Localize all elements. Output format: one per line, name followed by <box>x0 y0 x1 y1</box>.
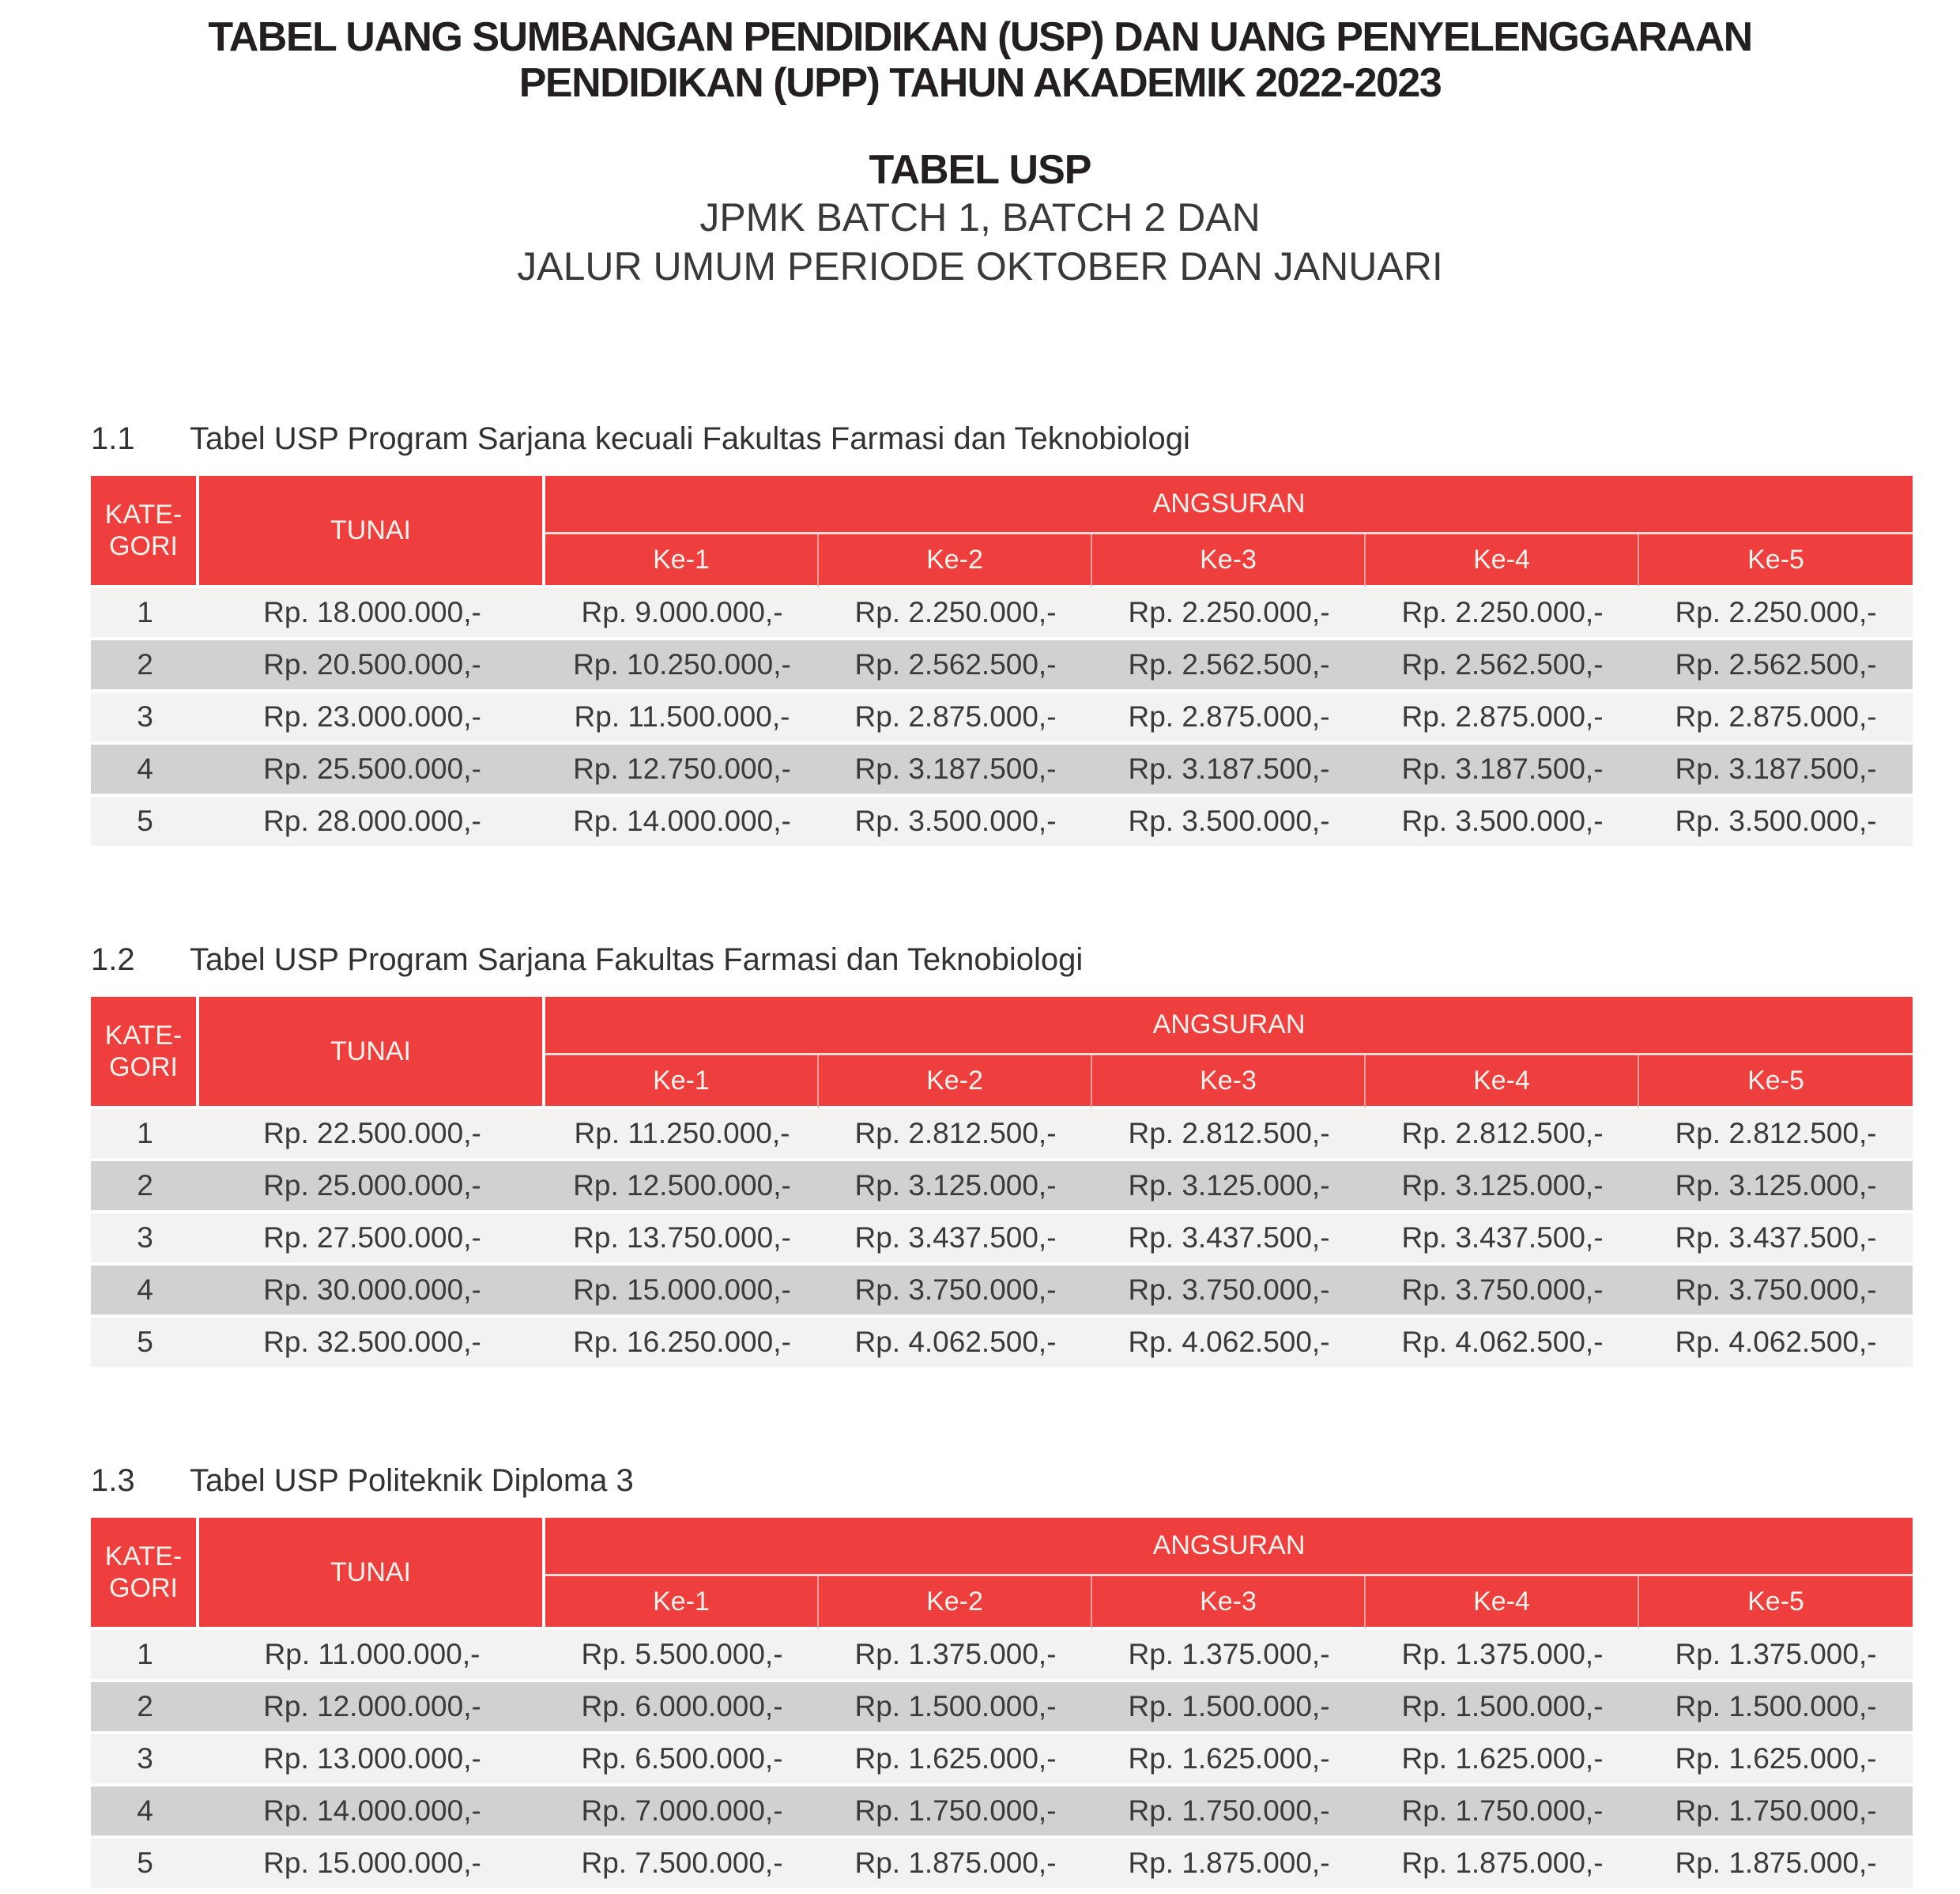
category-cell: 2 <box>91 1682 199 1734</box>
page-title <box>0 14 1960 106</box>
category-column-header <box>91 997 199 1109</box>
cash-amount-cell: Rp. 22.500.000,- <box>199 1109 545 1161</box>
installment-amount-cell: Rp. 12.750.000,- <box>545 745 819 797</box>
installment-amount-cell: Rp. 3.750.000,- <box>1366 1266 1639 1318</box>
installment-amount-cell: Rp. 3.500.000,- <box>1366 797 1639 849</box>
table-row <box>91 1318 1913 1370</box>
table-row <box>91 588 1913 640</box>
installment-amount-cell: Rp. 1.875.000,- <box>819 1839 1092 1891</box>
installment-amount-cell: Rp. 1.750.000,- <box>1639 1786 1913 1839</box>
installment-amount-cell: Rp. 2.562.500,- <box>819 640 1092 692</box>
section-number: 1.1 <box>91 421 135 456</box>
table-row <box>91 797 1913 849</box>
section-number: 1.2 <box>91 942 135 977</box>
table-header <box>91 997 1913 1109</box>
installment-amount-cell: Rp. 4.062.500,- <box>1639 1318 1913 1370</box>
table-row <box>91 1266 1913 1318</box>
cash-amount-cell: Rp. 11.000.000,- <box>199 1630 545 1682</box>
installment-amount-cell: Rp. 2.875.000,- <box>1366 692 1639 745</box>
installment-4-header: Ke-4 <box>1366 534 1639 588</box>
section-heading <box>91 1463 1913 1499</box>
installment-amount-cell: Rp. 2.250.000,- <box>819 588 1092 640</box>
installment-amount-cell: Rp. 3.437.500,- <box>1639 1213 1913 1266</box>
category-header-line1: KATE- <box>104 1541 183 1571</box>
installment-amount-cell: Rp. 14.000.000,- <box>545 797 819 849</box>
installment-amount-cell: Rp. 1.750.000,- <box>1366 1786 1639 1839</box>
installment-4-header: Ke-4 <box>1366 1055 1639 1109</box>
installment-amount-cell: Rp. 16.250.000,- <box>545 1318 819 1370</box>
table-row <box>91 1734 1913 1786</box>
installment-amount-cell: Rp. 2.562.500,- <box>1366 640 1639 692</box>
installment-amount-cell: Rp. 9.000.000,- <box>545 588 819 640</box>
table-body <box>91 588 1913 849</box>
section-heading <box>91 421 1913 457</box>
installment-amount-cell: Rp. 2.875.000,- <box>1092 692 1366 745</box>
category-cell: 3 <box>91 1734 199 1786</box>
installment-1-header: Ke-1 <box>545 1576 819 1630</box>
table-header <box>91 476 1913 588</box>
installment-group-header: ANGSURAN <box>545 1518 1913 1576</box>
installment-amount-cell: Rp. 3.750.000,- <box>1639 1266 1913 1318</box>
category-cell: 4 <box>91 1266 199 1318</box>
installment-2-header: Ke-2 <box>819 1055 1092 1109</box>
document-header <box>0 0 1960 291</box>
installment-amount-cell: Rp. 10.250.000,- <box>545 640 819 692</box>
category-cell: 2 <box>91 1161 199 1213</box>
installment-amount-cell: Rp. 1.750.000,- <box>819 1786 1092 1839</box>
installment-1-header: Ke-1 <box>545 1055 819 1109</box>
table-row <box>91 692 1913 745</box>
installment-amount-cell: Rp. 1.500.000,- <box>819 1682 1092 1734</box>
category-cell: 4 <box>91 1786 199 1839</box>
installment-amount-cell: Rp. 3.500.000,- <box>819 797 1092 849</box>
installment-3-header: Ke-3 <box>1092 1576 1366 1630</box>
category-cell: 1 <box>91 588 199 640</box>
usp-politeknik-table <box>91 1518 1913 1891</box>
category-cell: 4 <box>91 745 199 797</box>
category-cell: 5 <box>91 1318 199 1370</box>
category-cell: 5 <box>91 797 199 849</box>
cash-column-header: TUNAI <box>199 1518 545 1630</box>
table-row <box>91 1786 1913 1839</box>
table-header <box>91 1518 1913 1630</box>
category-column-header <box>91 476 199 588</box>
installment-3-header: Ke-3 <box>1092 1055 1366 1109</box>
installment-amount-cell: Rp. 3.437.500,- <box>1092 1213 1366 1266</box>
table-row <box>91 640 1913 692</box>
subtitle-line1: JPMK BATCH 1, BATCH 2 DAN <box>699 195 1261 240</box>
cash-amount-cell: Rp. 27.500.000,- <box>199 1213 545 1266</box>
installment-amount-cell: Rp. 1.375.000,- <box>1366 1630 1639 1682</box>
section-usp-farmasi <box>91 942 1913 1370</box>
page-title-line1: TABEL UANG SUMBANGAN PENDIDIKAN (USP) DAN UANG PENYELENGGARAAN <box>208 14 1752 60</box>
cash-amount-cell: Rp. 25.500.000,- <box>199 745 545 797</box>
installment-amount-cell: Rp. 7.500.000,- <box>545 1839 819 1891</box>
usp-sarjana-table <box>91 476 1913 849</box>
category-cell: 1 <box>91 1109 199 1161</box>
installment-amount-cell: Rp. 3.187.500,- <box>1639 745 1913 797</box>
installment-amount-cell: Rp. 4.062.500,- <box>819 1318 1092 1370</box>
installment-group-header: ANGSURAN <box>545 997 1913 1055</box>
installment-amount-cell: Rp. 4.062.500,- <box>1366 1318 1639 1370</box>
cash-amount-cell: Rp. 32.500.000,- <box>199 1318 545 1370</box>
installment-amount-cell: Rp. 2.812.500,- <box>1092 1109 1366 1161</box>
cash-amount-cell: Rp. 30.000.000,- <box>199 1266 545 1318</box>
installment-amount-cell: Rp. 2.812.500,- <box>1366 1109 1639 1161</box>
category-header-line1: KATE- <box>104 500 183 530</box>
installment-amount-cell: Rp. 1.500.000,- <box>1366 1682 1639 1734</box>
subtitle-line2: JALUR UMUM PERIODE OKTOBER DAN JANUARI <box>517 244 1443 289</box>
installment-amount-cell: Rp. 13.750.000,- <box>545 1213 819 1266</box>
document-content <box>91 421 1913 1891</box>
installment-amount-cell: Rp. 1.375.000,- <box>1092 1630 1366 1682</box>
installment-amount-cell: Rp. 1.375.000,- <box>1639 1630 1913 1682</box>
usp-farmasi-table <box>91 997 1913 1370</box>
cash-amount-cell: Rp. 12.000.000,- <box>199 1682 545 1734</box>
installment-amount-cell: Rp. 3.125.000,- <box>1092 1161 1366 1213</box>
cash-amount-cell: Rp. 25.000.000,- <box>199 1161 545 1213</box>
installment-amount-cell: Rp. 3.437.500,- <box>1366 1213 1639 1266</box>
section-title: Tabel USP Politeknik Diploma 3 <box>190 1463 634 1498</box>
section-usp-sarjana <box>91 421 1913 849</box>
installment-amount-cell: Rp. 1.500.000,- <box>1092 1682 1366 1734</box>
installment-amount-cell: Rp. 1.875.000,- <box>1092 1839 1366 1891</box>
installment-amount-cell: Rp. 3.125.000,- <box>819 1161 1092 1213</box>
cash-amount-cell: Rp. 13.000.000,- <box>199 1734 545 1786</box>
table-row <box>91 1682 1913 1734</box>
category-cell: 1 <box>91 1630 199 1682</box>
installment-amount-cell: Rp. 2.250.000,- <box>1639 588 1913 640</box>
category-column-header <box>91 1518 199 1630</box>
cash-column-header: TUNAI <box>199 997 545 1109</box>
category-header-line2: GORI <box>109 1573 178 1603</box>
installment-amount-cell: Rp. 3.187.500,- <box>1092 745 1366 797</box>
installment-amount-cell: Rp. 1.375.000,- <box>819 1630 1092 1682</box>
cash-column-header: TUNAI <box>199 476 545 588</box>
category-header-line1: KATE- <box>104 1021 183 1051</box>
category-header-line2: GORI <box>109 531 178 561</box>
installment-amount-cell: Rp. 2.250.000,- <box>1092 588 1366 640</box>
installment-amount-cell: Rp. 3.750.000,- <box>1092 1266 1366 1318</box>
section-number: 1.3 <box>91 1463 135 1498</box>
installment-amount-cell: Rp. 2.812.500,- <box>819 1109 1092 1161</box>
installment-amount-cell: Rp. 3.750.000,- <box>819 1266 1092 1318</box>
table-row <box>91 745 1913 797</box>
table-row <box>91 1630 1913 1682</box>
installment-2-header: Ke-2 <box>819 534 1092 588</box>
category-cell: 2 <box>91 640 199 692</box>
table-body <box>91 1109 1913 1370</box>
installment-amount-cell: Rp. 3.500.000,- <box>1639 797 1913 849</box>
installment-amount-cell: Rp. 2.250.000,- <box>1366 588 1639 640</box>
installment-amount-cell: Rp. 1.625.000,- <box>1092 1734 1366 1786</box>
installment-5-header: Ke-5 <box>1639 534 1913 588</box>
table-row <box>91 1839 1913 1891</box>
installment-amount-cell: Rp. 2.875.000,- <box>819 692 1092 745</box>
installment-amount-cell: Rp. 4.062.500,- <box>1092 1318 1366 1370</box>
installment-amount-cell: Rp. 1.625.000,- <box>1639 1734 1913 1786</box>
table-row <box>91 1161 1913 1213</box>
installment-amount-cell: Rp. 1.625.000,- <box>819 1734 1092 1786</box>
installment-amount-cell: Rp. 1.625.000,- <box>1366 1734 1639 1786</box>
installment-amount-cell: Rp. 3.437.500,- <box>819 1213 1092 1266</box>
installment-amount-cell: Rp. 6.000.000,- <box>545 1682 819 1734</box>
installment-amount-cell: Rp. 2.562.500,- <box>1639 640 1913 692</box>
category-cell: 3 <box>91 1213 199 1266</box>
cash-amount-cell: Rp. 28.000.000,- <box>199 797 545 849</box>
section-title: Tabel USP Program Sarjana kecuali Fakultas Farmasi dan Teknobiologi <box>190 421 1190 456</box>
installment-1-header: Ke-1 <box>545 534 819 588</box>
installment-amount-cell: Rp. 5.500.000,- <box>545 1630 819 1682</box>
cash-amount-cell: Rp. 23.000.000,- <box>199 692 545 745</box>
installment-amount-cell: Rp. 1.500.000,- <box>1639 1682 1913 1734</box>
cash-amount-cell: Rp. 20.500.000,- <box>199 640 545 692</box>
installment-amount-cell: Rp. 12.500.000,- <box>545 1161 819 1213</box>
table-row <box>91 1109 1913 1161</box>
subtitle-heading: TABEL USP <box>869 147 1091 193</box>
table-row <box>91 1213 1913 1266</box>
installment-amount-cell: Rp. 3.500.000,- <box>1092 797 1366 849</box>
cash-amount-cell: Rp. 15.000.000,- <box>199 1839 545 1891</box>
installment-amount-cell: Rp. 15.000.000,- <box>545 1266 819 1318</box>
installment-amount-cell: Rp. 11.500.000,- <box>545 692 819 745</box>
installment-amount-cell: Rp. 2.875.000,- <box>1639 692 1913 745</box>
installment-amount-cell: Rp. 3.187.500,- <box>819 745 1092 797</box>
category-cell: 3 <box>91 692 199 745</box>
cash-amount-cell: Rp. 14.000.000,- <box>199 1786 545 1839</box>
installment-group-header: ANGSURAN <box>545 476 1913 534</box>
page-title-line2: PENDIDIKAN (UPP) TAHUN AKADEMIK 2022-2023 <box>518 60 1442 106</box>
installment-amount-cell: Rp. 1.875.000,- <box>1366 1839 1639 1891</box>
table-body <box>91 1630 1913 1891</box>
installment-amount-cell: Rp. 2.812.500,- <box>1639 1109 1913 1161</box>
installment-amount-cell: Rp. 3.125.000,- <box>1639 1161 1913 1213</box>
installment-amount-cell: Rp. 3.187.500,- <box>1366 745 1639 797</box>
installment-amount-cell: Rp. 1.750.000,- <box>1092 1786 1366 1839</box>
installment-amount-cell: Rp. 1.875.000,- <box>1639 1839 1913 1891</box>
section-title: Tabel USP Program Sarjana Fakultas Farmasi dan Teknobiologi <box>190 942 1084 977</box>
category-cell: 5 <box>91 1839 199 1891</box>
installment-2-header: Ke-2 <box>819 1576 1092 1630</box>
installment-4-header: Ke-4 <box>1366 1576 1639 1630</box>
installment-amount-cell: Rp. 2.562.500,- <box>1092 640 1366 692</box>
installment-amount-cell: Rp. 7.000.000,- <box>545 1786 819 1839</box>
installment-amount-cell: Rp. 11.250.000,- <box>545 1109 819 1161</box>
installment-amount-cell: Rp. 6.500.000,- <box>545 1734 819 1786</box>
installment-5-header: Ke-5 <box>1639 1576 1913 1630</box>
category-header-line2: GORI <box>109 1052 178 1082</box>
installment-amount-cell: Rp. 3.125.000,- <box>1366 1161 1639 1213</box>
cash-amount-cell: Rp. 18.000.000,- <box>199 588 545 640</box>
installment-3-header: Ke-3 <box>1092 534 1366 588</box>
installment-5-header: Ke-5 <box>1639 1055 1913 1109</box>
section-usp-politeknik <box>91 1463 1913 1891</box>
section-heading <box>91 942 1913 978</box>
